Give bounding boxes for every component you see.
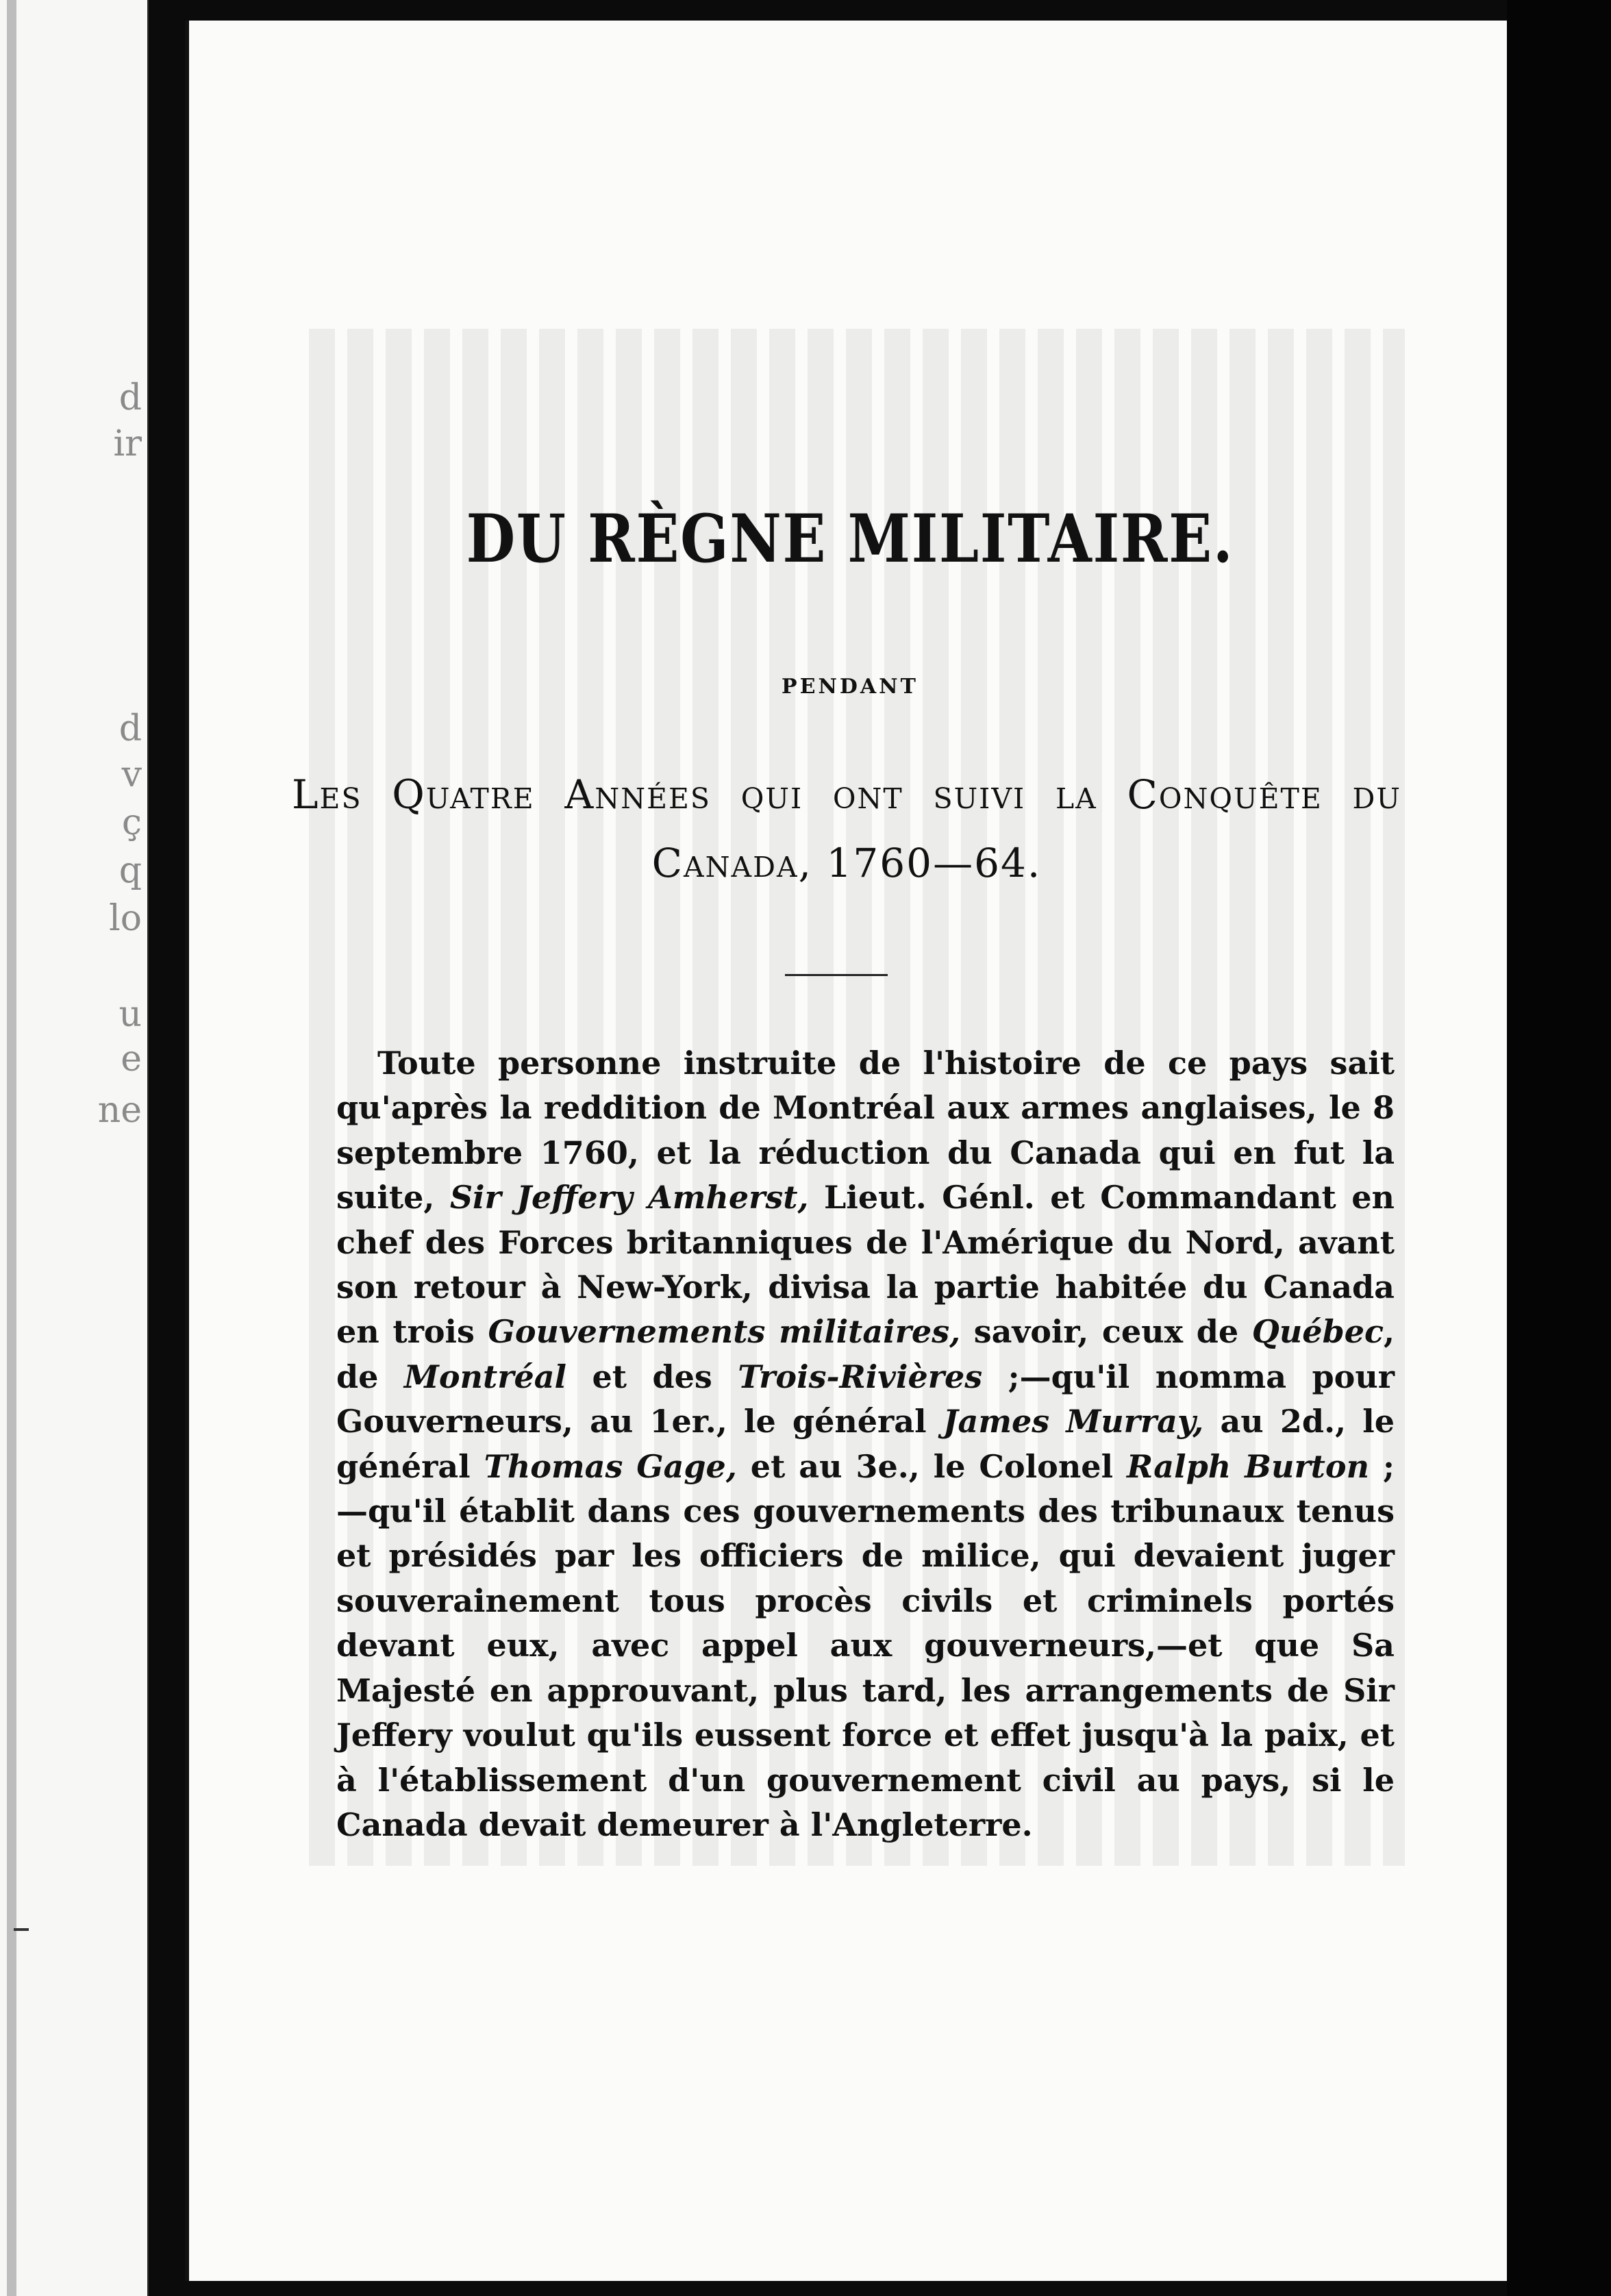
margin-fragment: lo — [109, 898, 142, 939]
margin-fragment: ne — [97, 1090, 142, 1131]
body-text: , de — [336, 1313, 1395, 1395]
scan-border — [1507, 0, 1611, 2296]
body-text: Toute personne instruite de l'histoire de ce pays sait qu'après la reddition de Montréal aux armes anglaises, le 8 septembre 1760, et la réduction du Canada qui en fut la suite, — [336, 1045, 1395, 1216]
margin-fragment: e — [121, 1038, 142, 1080]
subtitle: Les Quatre Années qui ont suivi la Conquête du Canada, 1760—64. — [292, 771, 1401, 886]
person-name: Sir Jeffery Amherst, — [449, 1179, 809, 1216]
body-text: ;—qu'il nomma pour Gouverneurs, au 1er., le général — [336, 1358, 1395, 1440]
document-page — [185, 21, 1511, 2281]
divider-rule — [785, 974, 888, 976]
person-name: Thomas Gage, — [484, 1447, 737, 1485]
margin-fragment: ir — [113, 423, 142, 464]
body-paragraph — [336, 1041, 1395, 1847]
margin-fragment: d — [118, 708, 142, 749]
margin-fragment: d — [118, 377, 142, 419]
place-name: Québec — [1251, 1313, 1384, 1351]
body-text: Lieut. Génl. et Commandant en chef des Forces britanniques de l'Amérique du Nord, avant son retour à New-York, divisa la partie habitée du Canada en trois — [336, 1179, 1395, 1351]
person-name: Ralph Burton — [1127, 1447, 1370, 1485]
person-name: James Murray, — [942, 1403, 1204, 1440]
neighbor-page-strip — [0, 0, 149, 2296]
place-name: Trois-Rivières — [738, 1358, 983, 1395]
body-text: et au 3e., le Colonel — [736, 1447, 1127, 1485]
margin-mark — [14, 1928, 29, 1931]
body-text: ;—qu'il établit dans ces gouvernements des tribunaux tenus et présidés par les officiers de milice, qui devaient juger souverainement tous procès civils et criminels portés devant eux, avec appel aux gouverneurs,—et que Sa Majesté en approuvant, plus tard, les arrangements de Sir Jeffery voulut qu'ils eussent force et effet jusqu'à la paix, et à l'établissement d'un gouvernement civil au pays, si le Canada devait demeurer à l'Angleterre. — [336, 1447, 1395, 1843]
body-text: savoir, ceux de — [960, 1313, 1252, 1351]
margin-fragment: ç — [121, 802, 142, 843]
page-title: DU RÈGNE MILITAIRE. — [466, 500, 1234, 577]
margin-fragment: q — [118, 850, 142, 891]
pendant-label: PENDANT — [782, 675, 919, 699]
body-text: et des — [566, 1358, 738, 1395]
neighbor-page-gutter — [7, 0, 16, 2296]
body-text: au 2d., le général — [336, 1403, 1395, 1485]
italic-term: Gouvernements militaires, — [488, 1313, 961, 1351]
place-name: Montréal — [403, 1358, 566, 1395]
margin-fragment: u — [118, 994, 142, 1035]
margin-fragment: v — [121, 754, 142, 795]
